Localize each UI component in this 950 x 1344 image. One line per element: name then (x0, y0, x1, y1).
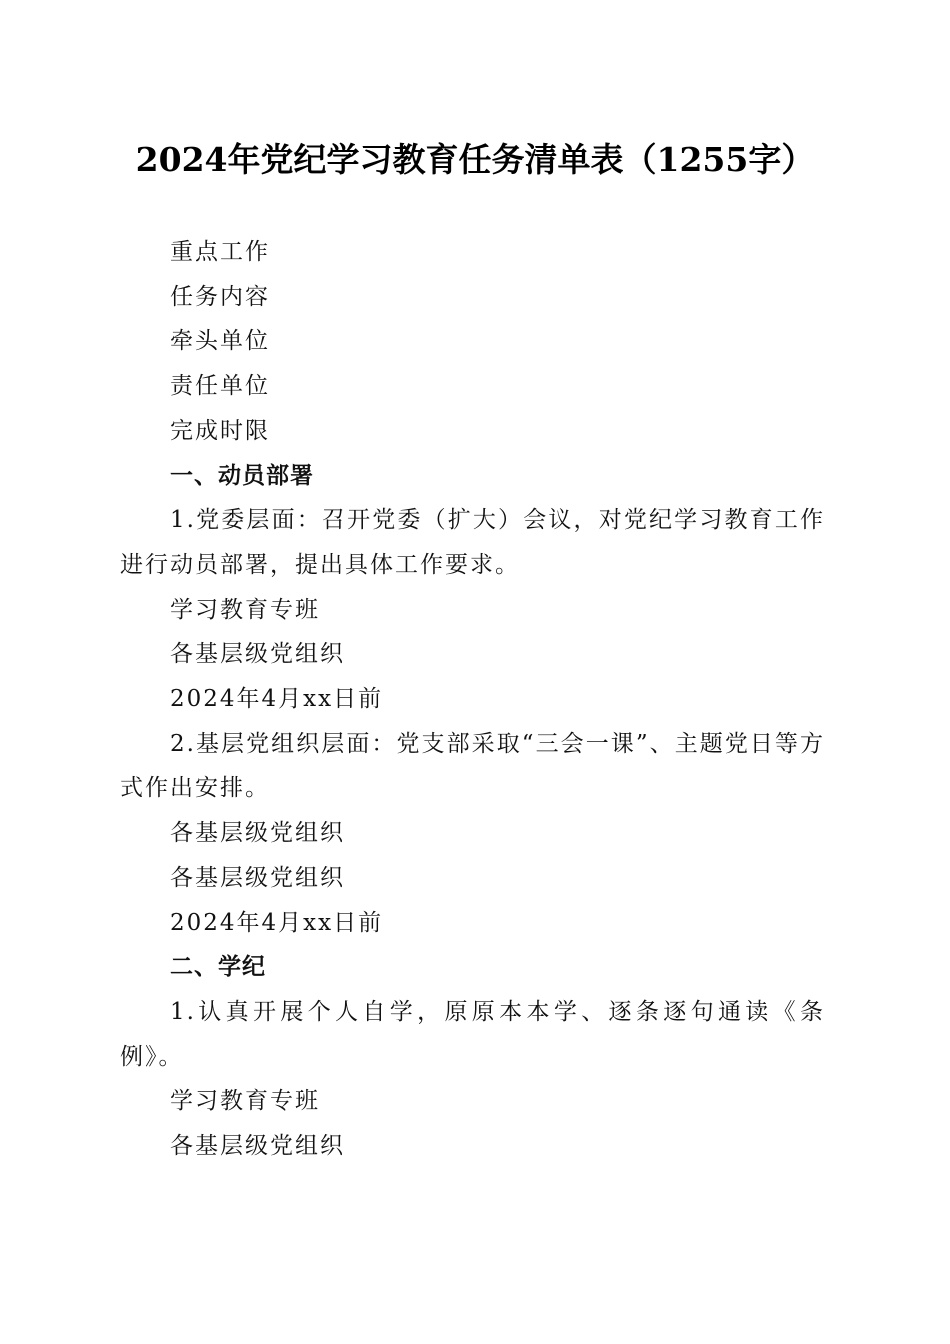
paragraph: 各基层级党组织 (170, 820, 345, 847)
paragraph: 2.基层党组织层面：党支部采取“三会一课”、主题党日等方式作出安排。 (120, 730, 825, 802)
paragraph: 学习教育专班 (170, 1088, 320, 1115)
paragraph: 各基层级党组织 (170, 1133, 345, 1160)
paragraph: 学习教育专班 (170, 596, 320, 623)
paragraph: 各基层级党组织 (170, 864, 345, 891)
paragraph: 责任单位 (170, 373, 270, 400)
paragraph: 2024年4月xx日前 (170, 686, 384, 713)
section-heading: 一、动员部署 (170, 461, 314, 489)
paragraph: 任务内容 (170, 283, 270, 310)
document-title: 2024年党纪学习教育任务清单表（1255字） (135, 140, 815, 179)
paragraph: 完成时限 (170, 417, 270, 444)
paragraph: 各基层级党组织 (170, 641, 345, 668)
paragraph: 1.党委层面：召开党委（扩大）会议，对党纪学习教育工作进行动员部署，提出具体工作要求。 (120, 507, 825, 578)
section-heading: 二、学纪 (170, 953, 266, 981)
document-body (120, 230, 825, 1169)
paragraph: 重点工作 (170, 239, 270, 265)
paragraph: 2024年4月xx日前 (170, 909, 384, 936)
paragraph: 1.认真开展个人自学，原原本本学、逐条逐句通读《条例》。 (120, 998, 825, 1070)
paragraph: 牵头单位 (170, 328, 270, 355)
